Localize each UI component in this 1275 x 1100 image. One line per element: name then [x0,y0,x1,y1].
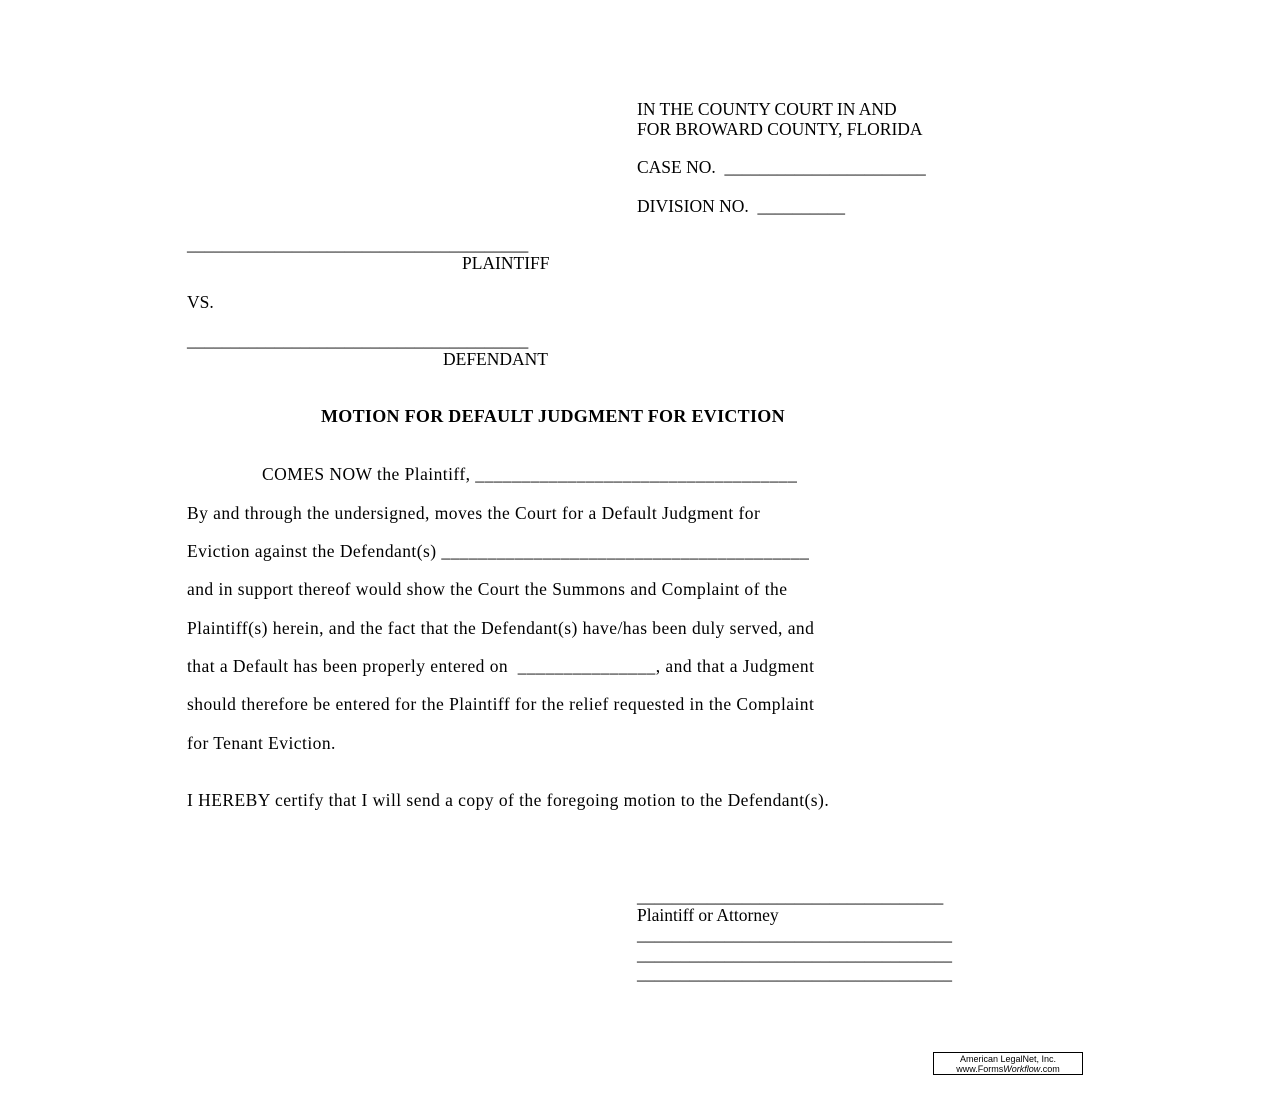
versus-label: VS. [187,292,214,312]
american-legalnet-logo [933,1052,1083,1075]
court-line-1: IN THE COUNTY COURT IN AND [637,99,897,119]
defendant-name-blank: _______________________________________ [187,330,529,350]
body-line: and in support thereof would show the Court the Summons and Complaint of the [187,579,788,599]
logo-line-1: American LegalNet, Inc. [959,1054,1057,1064]
body-line: that a Default has been properly entered on _______________, and that a Judgment [187,656,815,676]
body-line: Eviction against the Defendant(s) ________________________________________ [187,541,810,561]
document-title: MOTION FOR DEFAULT JUDGMENT FOR EVICTION [321,406,785,426]
address-line: ____________________________________ [637,924,952,944]
body-line: COMES NOW the Plaintiff, ___________________________________ [262,464,798,484]
defendant-label: DEFENDANT [443,349,548,369]
body-line: By and through the undersigned, moves the Court for a Default Judgment for [187,503,761,523]
address-line: ____________________________________ [637,944,952,964]
division-number-field: DIVISION NO. __________ [637,196,846,216]
signature-label: Plaintiff or Attorney [637,905,779,925]
court-line-2: FOR BROWARD COUNTY, FLORIDA [637,119,923,139]
signature-line: ___________________________________ [637,886,944,906]
logo-line-2: www.FormsWorkflow.com [956,1064,1060,1074]
body-line: should therefore be entered for the Plaintiff for the relief requested in the Complaint [187,694,815,714]
plaintiff-label: PLAINTIFF [462,253,550,273]
body-line: for Tenant Eviction. [187,733,336,753]
plaintiff-name-blank: _______________________________________ [187,234,529,254]
body-line: Plaintiff(s) herein, and the fact that the Defendant(s) have/has been duly served, and [187,618,815,638]
address-line: ____________________________________ [637,963,952,983]
certification-statement: I HEREBY certify that I will send a copy of the foregoing motion to the Defendant(s). [187,790,830,810]
case-number-field: CASE NO. _______________________ [637,157,926,177]
